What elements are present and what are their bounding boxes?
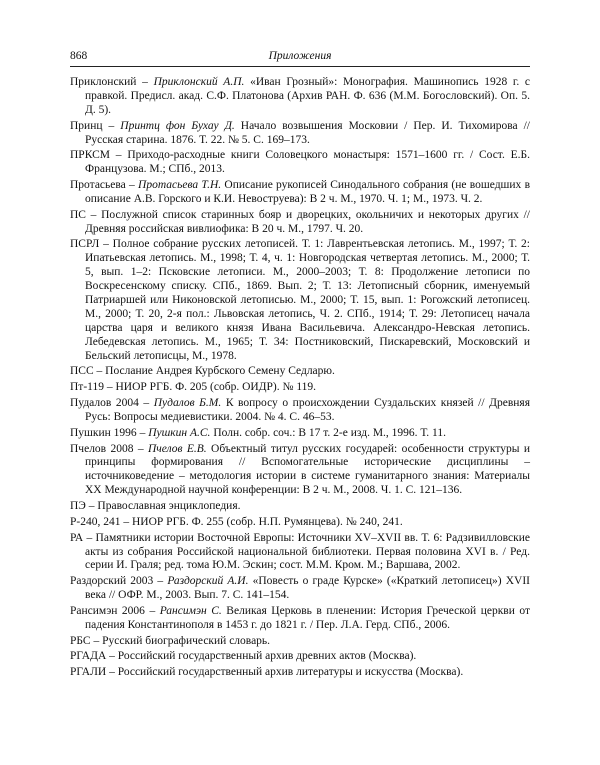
- entry-separator: –: [103, 381, 116, 394]
- entry-abbreviation: ПСРЛ: [70, 238, 100, 251]
- entry-abbreviation: Пудалов 2004: [70, 397, 139, 410]
- entry-text: Послание Андрея Курбского Семену Седларю.: [105, 365, 335, 378]
- entry-separator: –: [106, 650, 118, 663]
- bibliography-entry: [70, 76, 530, 118]
- entry-text: Объектный титул русских государей: особенности структуры и принципы формирования // Вспомогательные исторические дисциплины – источниковедение – методология истории в системе гуманитарного знания: Материалы XX Международной научной конференции: В 2 ч. М., 2008. Ч. 1. С. 121–136.: [85, 442, 530, 497]
- entry-text: Российский государственный архив древних актов (Москва).: [117, 650, 417, 663]
- abbreviation-list: [70, 76, 530, 680]
- entry-separator: –: [109, 149, 128, 162]
- entry-abbreviation: РБС: [70, 634, 91, 647]
- entry-text: Православная энциклопедия.: [97, 500, 241, 513]
- entry-separator: –: [138, 397, 154, 410]
- bibliography-entry: [70, 635, 530, 649]
- bibliography-entry: [70, 650, 530, 664]
- bibliography-entry: [70, 209, 530, 237]
- bibliography-entry: [70, 605, 530, 633]
- entry-abbreviation: Рансимэн 2006: [70, 604, 145, 617]
- entry-author: Протасьева Т.Н.: [138, 179, 222, 192]
- book-page: [70, 48, 530, 682]
- entry-text: Великая Церковь в пленении: История Греческой церкви от падения Константинополя в 1453 г. до 1821 г. / Пер. Л.А. Герд. СПб., 2006.: [85, 604, 531, 631]
- entry-separator: –: [144, 604, 160, 617]
- entry-abbreviation: ПСС: [70, 365, 94, 378]
- bibliography-entry: [70, 397, 530, 425]
- entry-abbreviation: РГАЛИ: [70, 666, 107, 679]
- entry-author: Приклонский А.П.: [153, 76, 245, 88]
- bibliography-entry: [70, 666, 530, 680]
- entry-separator: –: [85, 208, 102, 221]
- entry-author: Раздорский А.И.: [167, 575, 249, 588]
- entry-separator: –: [99, 238, 113, 251]
- entry-author: Пушкин А.С.: [148, 426, 211, 439]
- entry-abbreviation: Раздорский 2003: [70, 575, 154, 588]
- entry-abbreviation: Пчелов 2008: [70, 442, 134, 455]
- entry-author: Пчелов Е.В.: [147, 442, 207, 455]
- entry-author: Принтц фон Бухау Д.: [120, 119, 235, 132]
- bibliography-entry: [70, 365, 530, 379]
- entry-text: Послужной список старинных бояр и дворецких, окольничих и некоторых других // Древняя российская вивлиофика: В 20 ч. М., 1797. Ч. 20.: [85, 208, 530, 235]
- entry-abbreviation: ПЭ: [70, 500, 86, 513]
- bibliography-entry: [70, 179, 530, 207]
- entry-text: Приходо-расходные книги Соловецкого монастыря: 1571–1600 гг. / Сост. Е.Б. Французова. М.; СПб., 2013.: [85, 149, 530, 176]
- entry-separator: –: [102, 119, 121, 132]
- entry-text: НИОР РГБ. Ф. 255 (собр. Н.П. Румянцева). № 240, 241.: [131, 515, 403, 528]
- entry-text: К вопросу о происхождении Суздальских князей // Древняя Русь: Вопросы медиевистики. 2004. № 4. С. 46–53.: [85, 397, 530, 423]
- bibliography-entry: [70, 532, 530, 574]
- entry-abbreviation: РГАДА: [70, 650, 107, 663]
- entry-abbreviation: Пушкин 1996: [70, 426, 137, 439]
- entry-text: Памятники истории Восточной Европы: Источники XV–XVII вв. Т. 6: Радзивилловские акты из собрания Российской национальной библиотеки. Первая половина XVI в. / Ред. серии И. Граля; ред. тома Ю.М. Эскин; сост. М.М. Кром. М.; Варшава, 2002.: [85, 531, 530, 572]
- entry-text: Полное собрание русских летописей. Т. 1: Лаврентьевская летопись. М., 1997; Т. 2: Ипатьевская летопись. М., 1998; Т. 4, ч. 1: Новгородская четвертая летопись. М., 2000; Т. 5, вып. 1–2: Псковские летописи. М., 2000–2003; Т. 8: Продолжение летописи по Воскресенскому списку. СПб., 1869. Вып. 2; Т. 13: Летописный сборник, именуемый Патриаршей или Никоновской летописью. М., 2000; Т. 15, вып. 1: Рогожский летописец. М., 2000; Т. 20, 2-я пол.: Львовская летопись, Ч. 2. СПб., 1914; Т. 29: Летописец начала царства царя и великого князя Ивана Васильевича. Александро-Невская летопись. Лебедевская летопись. М., 1965; Т. 34: Постниковский, Пискаревский, Московский и Бельский летописцы, М., 1978.: [85, 238, 531, 362]
- entry-separator: –: [133, 442, 148, 455]
- entry-abbreviation: Принц: [70, 119, 103, 132]
- entry-abbreviation: Протасьева: [70, 179, 126, 192]
- entry-text: НИОР РГБ. Ф. 205 (собр. ОИДР). № 119.: [115, 381, 317, 394]
- entry-author: Пудалов Б.М.: [153, 397, 222, 410]
- entry-separator: –: [136, 76, 154, 88]
- entry-separator: –: [106, 666, 118, 679]
- entry-separator: –: [125, 179, 139, 192]
- entry-separator: –: [120, 515, 132, 528]
- entry-text: «Повесть о граде Курске» («Краткий летописец») XVII века // ОФР. М., 2003. Вып. 7. С. 141–154.: [85, 575, 530, 602]
- bibliography-entry: [70, 427, 530, 441]
- entry-text: «Иван Грозный»: Монография. Машинопись 1928 г. с правкой. Предисл. акад. С.Ф. Платонова (Архив РАН. Ф. 636 (М.М. Богословский). Оп. 5. Д. 5).: [85, 76, 530, 116]
- entry-text: Полн. собр. соч.: В 17 т. 2-е изд. М., 1996. Т. 11.: [210, 426, 447, 439]
- entry-abbreviation: ПС: [70, 208, 86, 221]
- entry-abbreviation: Приклонский: [70, 76, 137, 88]
- entry-text: Описание рукописей Синодального собрания (не вошедших в описание А.В. Горского и К.И. Невоструева): В 2 ч. М., 1970. Ч. 1; М., 1973. Ч. 2.: [85, 179, 531, 205]
- bibliography-entry: [70, 516, 530, 530]
- bibliography-entry: [70, 120, 530, 148]
- entry-separator: –: [83, 531, 96, 544]
- entry-separator: –: [153, 575, 168, 588]
- entry-text: Начало возвышения Московии / Пер. И. Тихомирова // Русская старина. 1876. Т. 22. № 5. С. 169–173.: [85, 119, 530, 146]
- bibliography-entry: [70, 381, 530, 395]
- entry-abbreviation: ПРКСМ: [70, 149, 110, 162]
- bibliography-entry: [70, 443, 530, 499]
- bibliography-entry: [70, 575, 530, 603]
- bibliography-entry: [70, 149, 530, 177]
- bibliography-entry: [70, 238, 530, 363]
- running-title: Приложения: [268, 50, 332, 62]
- entry-abbreviation: Р-240, 241: [70, 515, 121, 528]
- entry-text: Российский государственный архив литературы и искусства (Москва).: [117, 666, 464, 679]
- page-number: 868: [70, 50, 88, 62]
- entry-separator: –: [85, 500, 98, 513]
- bibliography-entry: [70, 500, 530, 514]
- entry-separator: –: [90, 634, 103, 647]
- entry-text: Русский биографический словарь.: [102, 634, 271, 647]
- running-header: [70, 48, 530, 67]
- entry-abbreviation: Пт-119: [70, 381, 104, 394]
- entry-separator: –: [136, 426, 149, 439]
- entry-separator: –: [93, 365, 106, 378]
- entry-author: Рансимэн С.: [159, 604, 222, 617]
- entry-abbreviation: РА: [70, 531, 84, 544]
